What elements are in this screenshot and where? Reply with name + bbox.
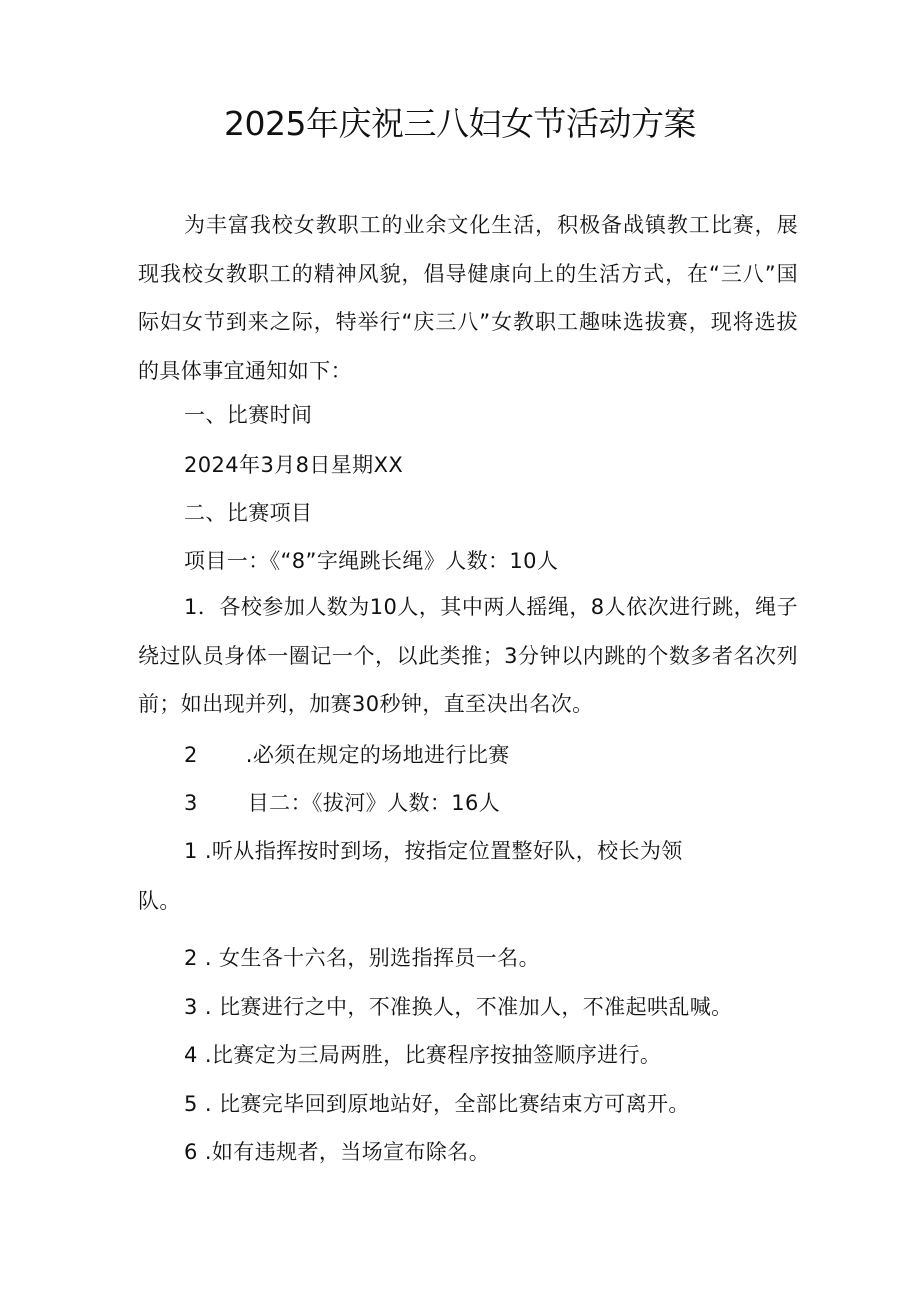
section-heading-time: 一、比赛时间 (184, 403, 313, 427)
project-one-rule-1: 1．各校参加人数为10人，其中两人摇绳，8人依次进行跳，绳子绕过队员身体一圈记一个，以此类推；3分钟以内跳的个数多者名次列前；如出现并列，加赛30秒钟，直至决出名次。 (138, 595, 798, 716)
project-two-rule-1-continued: 队。 (138, 889, 181, 913)
project-one-rule-2 (184, 740, 510, 770)
project-two-rule-2: 2 . 女生各十六名，别选指挥员一名。 (184, 946, 540, 970)
project-two-rule-3: 3 . 比赛进行之中，不准换人，不准加人，不准起哄乱喊。 (184, 995, 733, 1019)
project-two-rule-1: 1 .听从指挥按时到场，按指定位置整好队，校长为领 (184, 839, 683, 863)
section-heading-events: 二、比赛项目 (184, 501, 313, 525)
project-two-rule-5: 5 . 比赛完毕回到原地站好，全部比赛结束方可离开。 (184, 1092, 690, 1116)
project-two-title (184, 788, 500, 818)
project-one-title: 项目一：《“8”字绳跳长绳》人数：10人 (184, 549, 559, 573)
item-text: 目二：《拔河》人数：16人 (247, 791, 501, 815)
document-title: 2025年庆祝三八妇女节活动方案 (224, 104, 696, 143)
project-two-rule-6: 6 .如有违规者，当场宣布除名。 (184, 1140, 491, 1164)
competition-date: 2024年3月8日星期XX (184, 453, 404, 477)
project-two-rule-4: 4 .比赛定为三局两胜，比赛程序按抽签顺序进行。 (184, 1043, 662, 1067)
item-number: 3 (184, 791, 198, 815)
rule-text: .必须在规定的场地进行比赛 (245, 743, 510, 767)
intro-paragraph: 为丰富我校女教职工的业余文化生活，积极备战镇教工比赛，展现我校女教职工的精神风貌，倡导健康向上的生活方式，在“三八”国际妇女节到来之际，特举行“庆三八”女教职工趣味选拔赛，现将选拔的具体事宜通知如下： (138, 213, 798, 383)
rule-number: 2 (184, 743, 198, 767)
